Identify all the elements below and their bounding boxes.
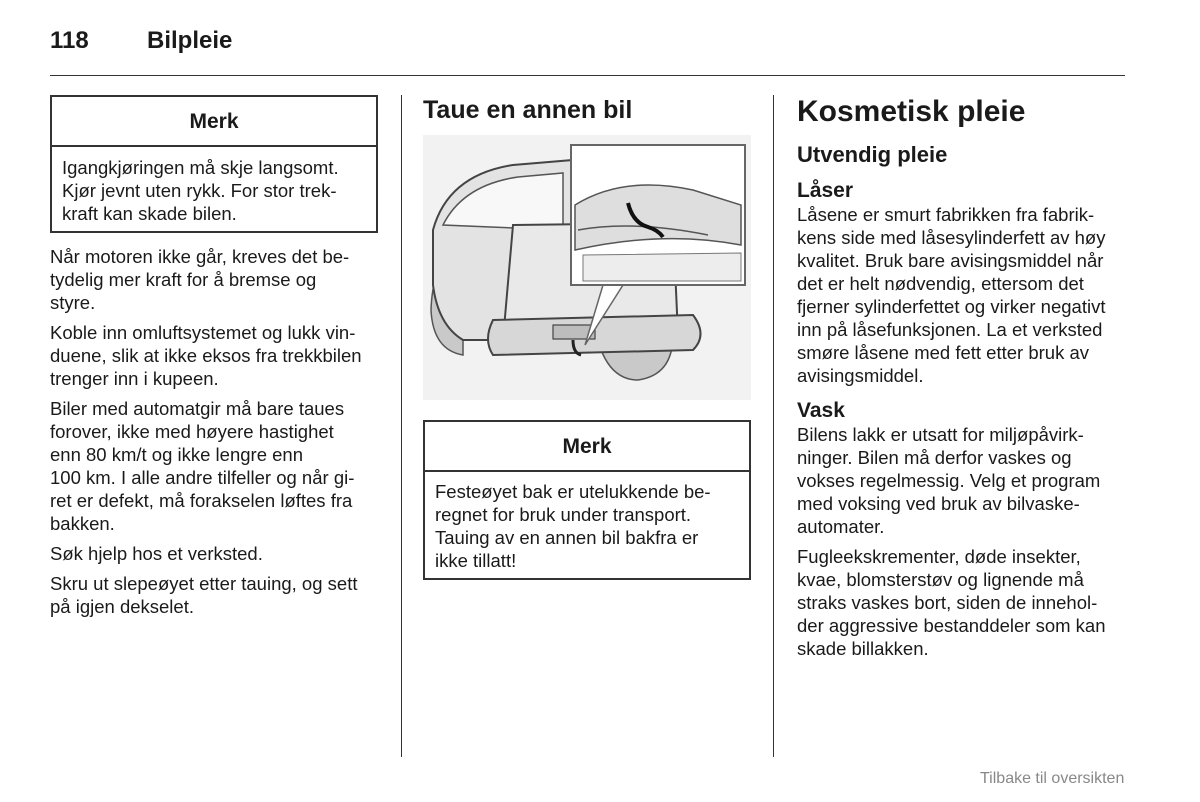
paragraph bbox=[50, 321, 378, 390]
text-line: Bilens lakk er utsatt for miljøpåvirk- bbox=[797, 424, 1084, 445]
text-line: enn 80 km/t og ikke lengre enn bbox=[50, 444, 303, 465]
paragraph bbox=[797, 545, 1127, 660]
column-middle bbox=[423, 95, 751, 580]
note-line: kraft kan skade bilen. bbox=[62, 203, 237, 224]
column-divider-2 bbox=[773, 95, 774, 757]
text-line: automater. bbox=[797, 516, 885, 537]
text-line: trenger inn i kupeen. bbox=[50, 368, 219, 389]
text-line: inn på låsefunksjonen. La et verksted bbox=[797, 319, 1103, 340]
text-line: avisingsmiddel. bbox=[797, 365, 924, 386]
text-line: bakken. bbox=[50, 513, 115, 534]
note-line: regnet for bruk under transport. bbox=[435, 504, 692, 525]
page-number: 118 bbox=[50, 27, 89, 54]
chapter-heading: Kosmetisk pleie bbox=[797, 95, 1026, 128]
text-line: fjerner sylinderfettet og virker negativt bbox=[797, 296, 1106, 317]
paragraph bbox=[797, 203, 1127, 387]
header-rule bbox=[50, 75, 1125, 76]
note-body bbox=[425, 472, 749, 572]
column-divider-1 bbox=[401, 95, 402, 757]
text-line: Koble inn omluftsystemet og lukk vin- bbox=[50, 322, 356, 343]
column-left bbox=[50, 95, 378, 618]
note-heading: Merk bbox=[52, 97, 376, 147]
text-line: skade billakken. bbox=[797, 638, 929, 659]
text-line: kens side med låsesylinderfett av høy bbox=[797, 227, 1106, 248]
note-line: Tauing av en annen bil bakfra er bbox=[435, 527, 699, 548]
text-line: på igjen dekselet. bbox=[50, 596, 194, 617]
paragraph bbox=[50, 245, 378, 314]
text-line: Biler med automatgir må bare taues bbox=[50, 398, 345, 419]
note-line: ikke tillatt! bbox=[435, 550, 517, 571]
section-heading: Taue en annen bil bbox=[423, 96, 633, 124]
note-line: Festeøyet bak er utelukkende be- bbox=[435, 481, 711, 502]
text-line: forover, ikke med høyere hastighet bbox=[50, 421, 334, 442]
text-line: det er helt nødvendig, ettersom det bbox=[797, 273, 1084, 294]
text-line: der aggressive bestanddeler som kan bbox=[797, 615, 1106, 636]
section-heading-laaser: Låser bbox=[797, 179, 854, 202]
car-rear-illustration-svg bbox=[423, 135, 751, 400]
column-right bbox=[797, 95, 1127, 660]
note-box bbox=[50, 95, 378, 233]
paragraph bbox=[50, 542, 378, 565]
text-line: smøre låsene med fett etter bruk av bbox=[797, 342, 1090, 363]
back-to-overview-link[interactable]: Tilbake til oversikten bbox=[980, 770, 1125, 787]
subchapter-heading: Utvendig pleie bbox=[797, 142, 948, 167]
text-line: Skru ut slepeøyet etter tauing, og sett bbox=[50, 573, 358, 594]
text-line: Søk hjelp hos et verksted. bbox=[50, 543, 263, 564]
text-line: kvalitet. Bruk bare avisingsmiddel når bbox=[797, 250, 1104, 271]
text-line: Låsene er smurt fabrikken fra fabrik- bbox=[797, 204, 1095, 225]
towing-eye-illustration bbox=[423, 135, 751, 400]
note-line: Igangkjøringen må skje langsomt. bbox=[62, 157, 339, 178]
note-heading: Merk bbox=[425, 422, 749, 472]
text-line: Når motoren ikke går, kreves det be- bbox=[50, 246, 350, 267]
text-line: vokses regelmessig. Velg et program bbox=[797, 470, 1101, 491]
note-box bbox=[423, 420, 751, 580]
text-line: ret er defekt, må forakselen løftes fra bbox=[50, 490, 353, 511]
text-line: kvae, blomsterstøv og lignende må bbox=[797, 569, 1084, 590]
text-line: styre. bbox=[50, 292, 96, 313]
text-line: ninger. Bilen må derfor vaskes og bbox=[797, 447, 1072, 468]
text-line: tydelig mer kraft for å bremse og bbox=[50, 269, 317, 290]
text-line: duene, slik at ikke eksos fra trekkbilen bbox=[50, 345, 362, 366]
text-line: 100 km. I alle andre tilfeller og når gi- bbox=[50, 467, 355, 488]
section-heading-vask: Vask bbox=[797, 399, 845, 422]
text-line: med voksing ved bruk av bilvaske- bbox=[797, 493, 1080, 514]
note-line: Kjør jevnt uten rykk. For stor trek- bbox=[62, 180, 337, 201]
paragraph bbox=[50, 572, 378, 618]
paragraph bbox=[50, 397, 378, 535]
paragraph bbox=[797, 423, 1127, 538]
text-line: straks vaskes bort, siden de innehol- bbox=[797, 592, 1098, 613]
page-title: Bilpleie bbox=[147, 27, 233, 54]
text-line: Fugleekskrementer, døde insekter, bbox=[797, 546, 1081, 567]
note-body bbox=[52, 147, 376, 225]
